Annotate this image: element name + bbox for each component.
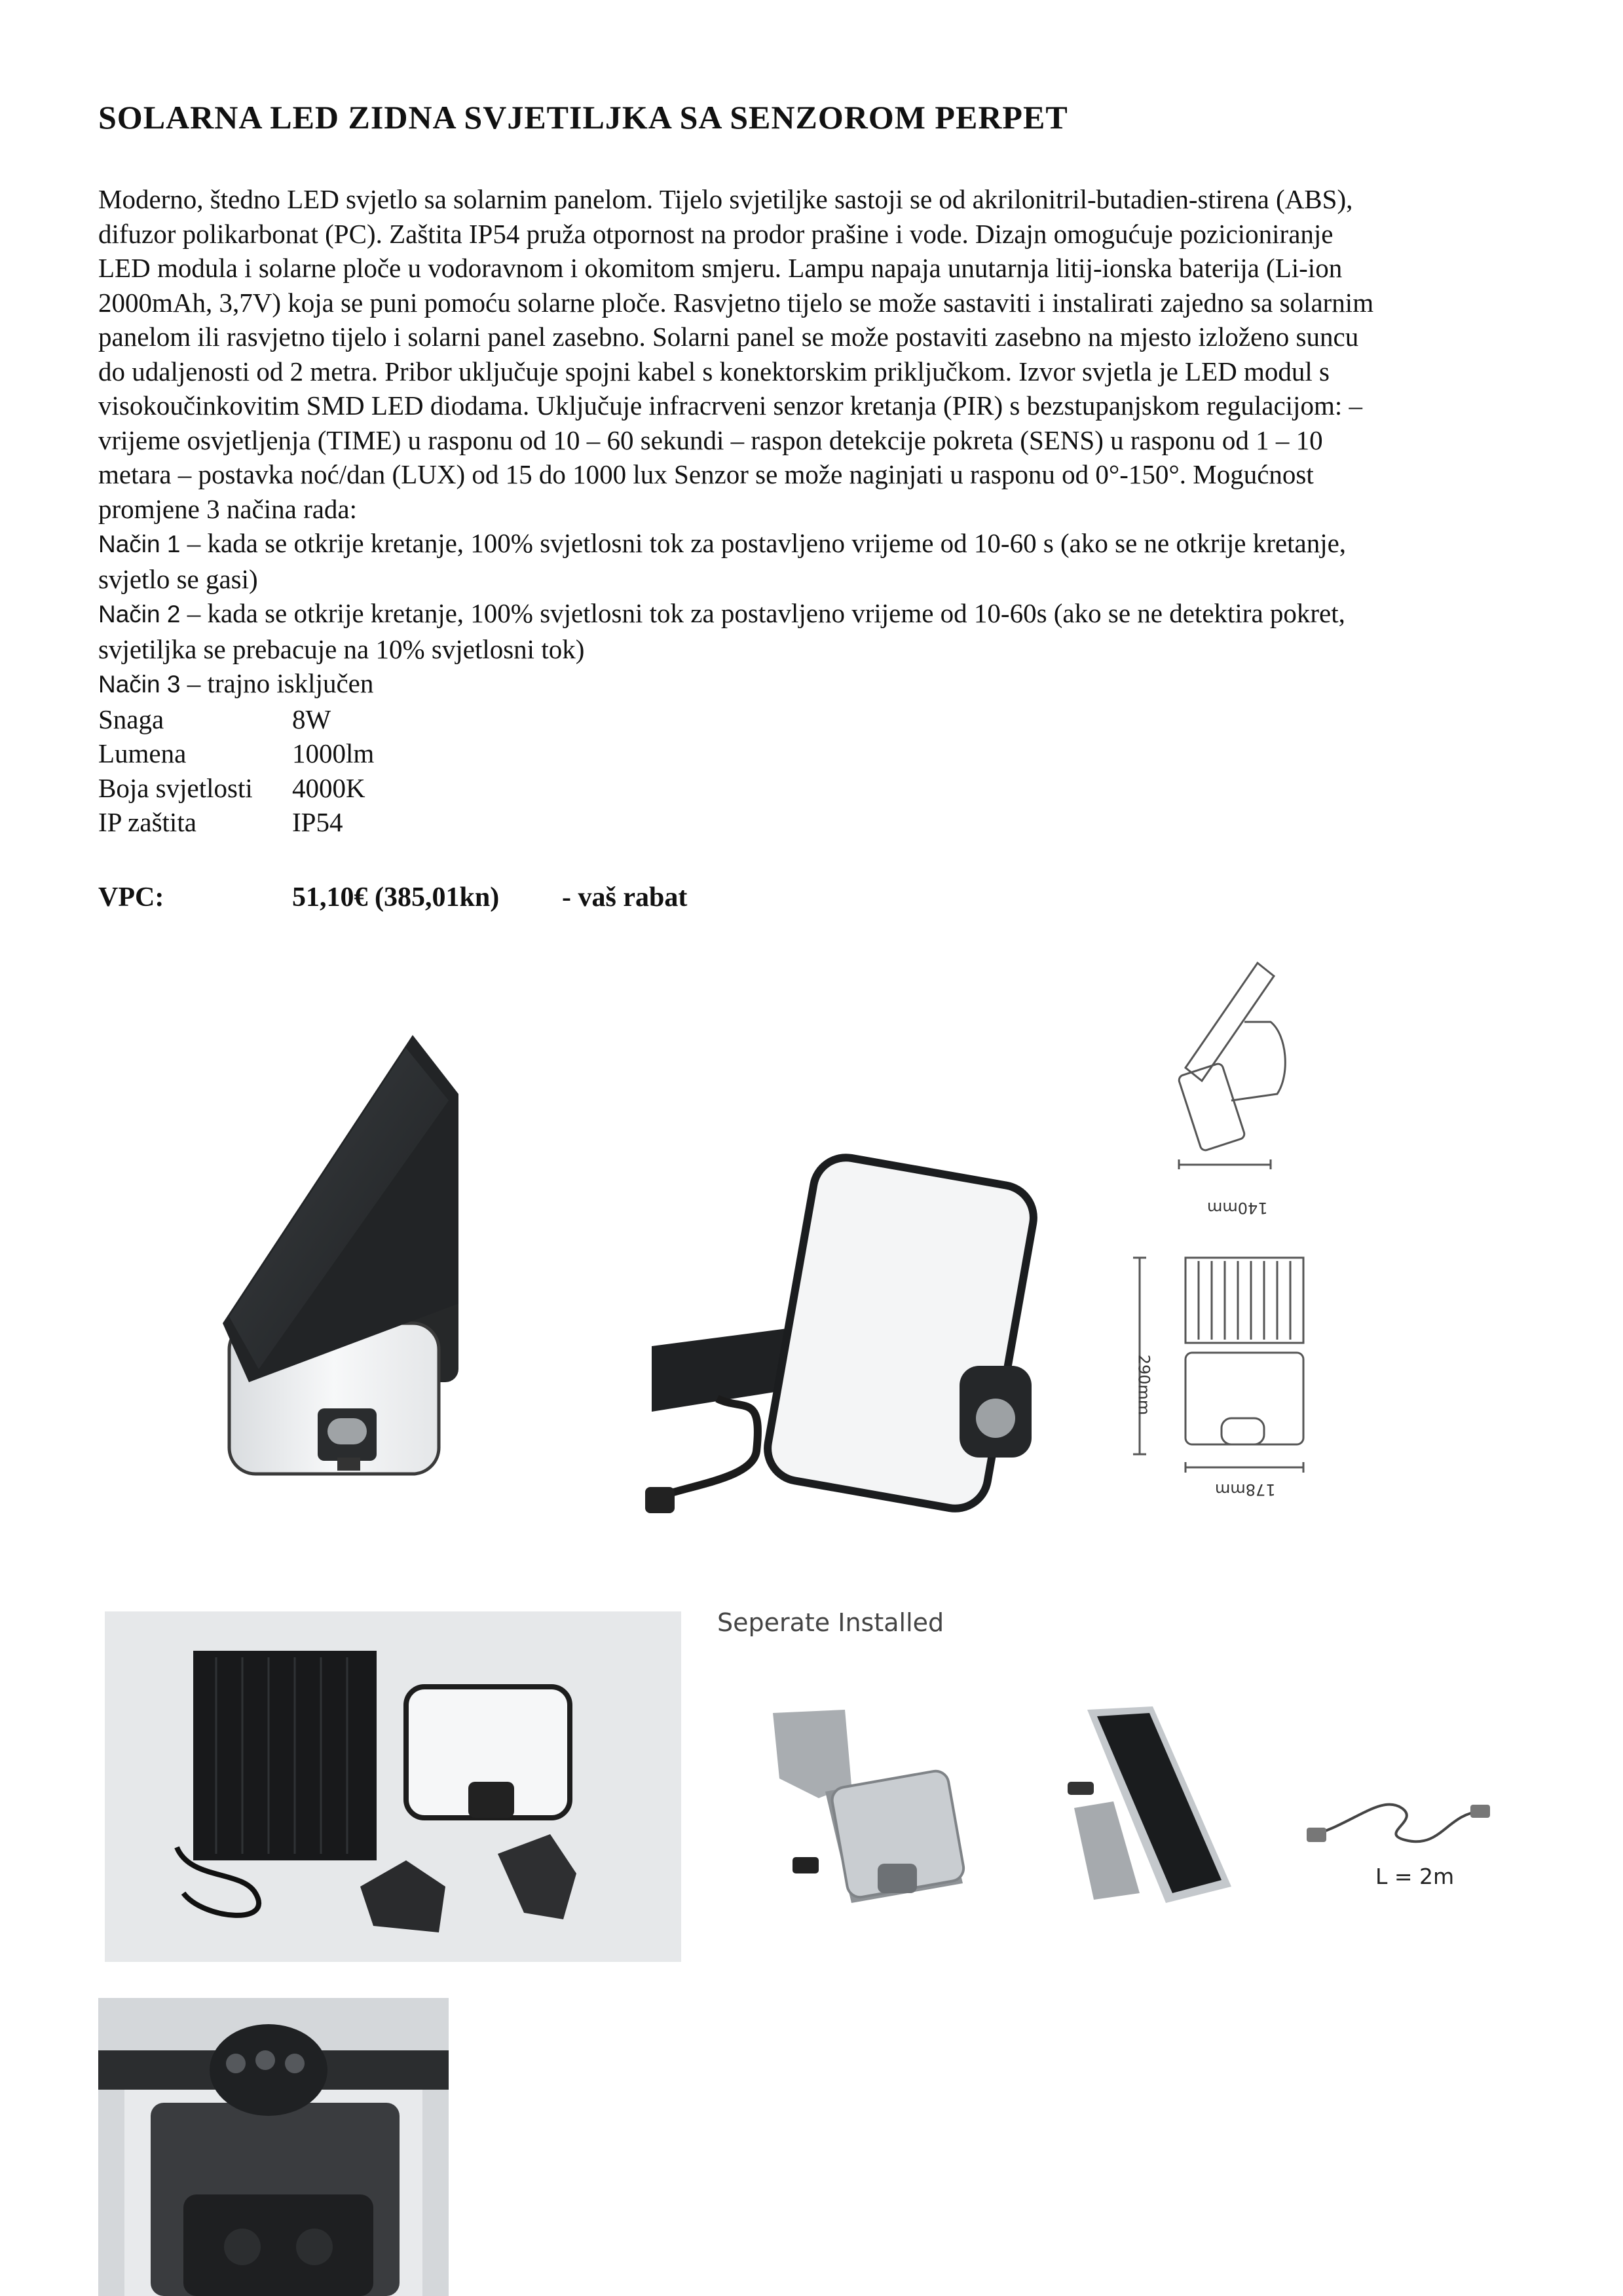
installed-caption: Seperate Installed xyxy=(717,1608,944,1637)
spec-key: Boja svjetlosti xyxy=(98,772,253,803)
spec-row-power xyxy=(98,702,1523,737)
price-label: VPC: xyxy=(98,882,164,913)
description-line: panelom ili rasvjetno tijelo i solarni panel zasebno. Solarni panel se može postaviti zasebno na mjesto izloženo suncu xyxy=(98,322,1359,352)
spec-key: IP zaštita xyxy=(98,807,196,837)
description-line: vrijeme osvjetljenja (TIME) u rasponu od 10 – 60 sekundi – raspon detekcije pokreta (SENS) u rasponu od 1 – 10 xyxy=(98,424,1323,455)
mode-label: Način 1 xyxy=(98,531,181,557)
description-block xyxy=(98,182,1523,840)
price-row xyxy=(98,882,687,913)
spec-key: Lumena xyxy=(98,738,187,768)
price-value: 51,10€ (385,01kn) xyxy=(292,882,500,913)
mode-label: Način 3 xyxy=(98,671,181,698)
mode-text: – trajno isključen xyxy=(187,668,374,698)
mode-text: – kada se otkrije kretanje, 100% svjetlosni tok za postavljeno vrijeme od 10-60s (ako se ne detektira pokret, xyxy=(187,598,1345,628)
illustration-cable xyxy=(1303,1782,1493,1860)
spec-value: 8W xyxy=(292,704,331,734)
description-line: 2000mAh, 3,7V) koja se puni pomoću solarne ploče. Rasvjetno tijelo se može sastaviti i instalirati zajedno sa solarnim xyxy=(98,287,1374,318)
description-line: difuzor polikarbonat (PC). Zaštita IP54 pruža otpornost na prodor prašine i vode. Dizajn omogućuje pozicioniranje xyxy=(98,218,1334,249)
product-photo-contents xyxy=(105,1611,681,1962)
mode-text: – kada se otkrije kretanje, 100% svjetlosni tok za postavljeno vrijeme od 10-60 s (ako se ne otkrije kretanje, xyxy=(187,528,1347,558)
mode-2 xyxy=(98,596,1523,632)
spec-key: Snaga xyxy=(98,704,164,734)
spec-value: 1000lm xyxy=(292,738,375,768)
description-line: visokoučinkovitim SMD LED diodama. Uključuje infracrveni senzor kretanja (PIR) s bezstupanjskom regulacijom: – xyxy=(98,390,1362,421)
description-line: metara – postavka noć/dan (LUX) od 15 do 1000 lux Senzor se može naginjati u rasponu od 0°-150°. Mogućnost xyxy=(98,459,1314,489)
technical-drawing xyxy=(1113,943,1323,1520)
dim-front-width: 178mm xyxy=(1215,1480,1276,1499)
product-title: SOLARNA LED ZIDNA SVJETILJKA SA SENZOROM PERPET xyxy=(98,99,1068,136)
spec-row-ip xyxy=(98,805,1523,840)
mode-3 xyxy=(98,666,1523,702)
description-line: promjene 3 načina rada: xyxy=(98,493,358,524)
mode-label: Način 2 xyxy=(98,601,181,628)
spec-row-lumen xyxy=(98,736,1523,771)
product-photo-sensor-closeup xyxy=(98,1998,449,2296)
description-line: Moderno, štedno LED svjetlo sa solarnim panelom. Tijelo svjetiljke sastoji se od akrilonitril-butadien-stirena (ABS), xyxy=(98,184,1353,214)
price-note: - vaš rabat xyxy=(562,882,688,913)
cable-length: L = 2m xyxy=(1375,1864,1455,1889)
illustration-lamp-separate xyxy=(766,1700,1009,1916)
spec-row-color xyxy=(98,771,1523,806)
dim-front-height: 290mm xyxy=(1134,1354,1153,1416)
mode-1-cont: svjetlo se gasi) xyxy=(98,563,258,594)
spec-value: 4000K xyxy=(292,772,365,803)
mode-2-cont: svjetiljka se prebacuje na 10% svjetlosni tok) xyxy=(98,633,585,664)
spec-value: IP54 xyxy=(292,807,343,837)
description-line: LED modula i solarne ploče u vodoravnom i okomitom smjeru. Lampu napaja unutarnja litij-ionska baterija (Li-ion xyxy=(98,253,1343,283)
description-line: do udaljenosti od 2 metra. Pribor uključuje spojni kabel s konektorskim priključkom. Izvor svjetla je LED modul s xyxy=(98,356,1330,386)
product-photo-lamp-bracket xyxy=(639,1110,1045,1556)
dim-side-width: 140mm xyxy=(1207,1199,1268,1217)
illustration-panel-separate xyxy=(1061,1703,1258,1913)
product-photo-lamp-with-panel xyxy=(210,996,504,1513)
mode-1 xyxy=(98,526,1523,562)
